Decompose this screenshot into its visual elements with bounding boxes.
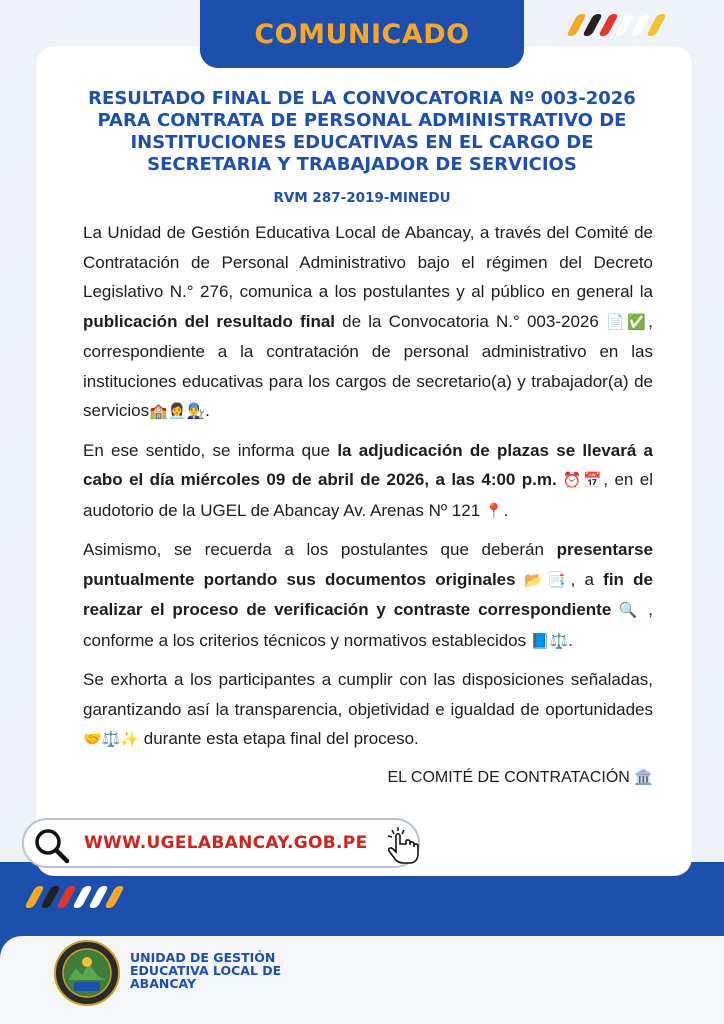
handshake-emoji: 🤝⚖️✨ (83, 731, 140, 748)
title-line: INSTITUCIONES EDUCATIVAS EN EL CARGO DE (130, 132, 594, 153)
folder-emoji: 📂📑 (515, 571, 571, 589)
header-tab (200, 0, 524, 68)
title-line: RESULTADO FINAL DE LA CONVOCATORIA Nº 003-2026 (88, 88, 636, 109)
website-url[interactable]: WWW.UGELABANCAY.GOB.PE (84, 833, 368, 853)
paragraph-2: En ese sentido, se informa que la adjudicación de plazas se llevará a cabo el día miércoles 09 de abril de 2026, a las 4:00 p.m. ⏰📅, en el audotorio de la UGEL de Abancay Av. Arenas Nº 121 📍. (83, 440, 654, 520)
website-link[interactable] (22, 818, 420, 868)
paragraph-4: Se exhorta a los participantes a cumplir con las disposiciones señaladas, garantizando así la transparencia, objetividad e igualdad de oportunidades 🤝⚖️✨ durante esta etapa final del proceso. (83, 670, 653, 748)
magnifier-emoji: 🔍 (611, 602, 641, 619)
decorative-stripes-bottom (24, 886, 125, 908)
ugel-logo (54, 940, 120, 1006)
notice-subtitle: RVM 287-2019-MINEDU (273, 190, 451, 206)
pointer-hand-icon (380, 826, 424, 866)
paragraph-1: La Unidad de Gestión Educativa Local de Abancay, a través del Comité de Contratación de Personal Administrativo bajo el régimen del Decreto Legislativo N.° 276, comunica a los postulantes y al público en general la publicación del resultado final de la Convocatoria N.° 003-2026 📄✅, correspondiente a la contratación de personal administrativo en las instituciones educativas para los cargos de secretario(a) y trabajador(a) de servicios🏫👩‍💼👨‍🔧. (83, 223, 653, 420)
clock-calendar-emoji: ⏰📅 (556, 472, 604, 489)
header-tag: COMUNICADO (254, 18, 470, 50)
institution-emoji: 🏛️ (634, 769, 653, 786)
school-staff-emoji: 🏫👩‍💼👨‍🔧 (149, 403, 206, 420)
book-scale-emoji: 📘⚖️ (530, 632, 569, 650)
search-icon (32, 826, 72, 866)
signature: EL COMITÉ DE CONTRATACIÓN 🏛️ (387, 769, 653, 786)
notice-body (83, 218, 653, 764)
decorative-stripes-top (566, 14, 667, 36)
organization-name: UNIDAD DE GESTIÓN EDUCATIVA LOCAL DE ABANCAY (130, 950, 282, 991)
document-check-emoji: 📄✅ (606, 313, 649, 331)
notice-title (46, 88, 678, 176)
title-line: SECRETARIA Y TRABAJADOR DE SERVICIOS (147, 154, 577, 175)
title-line: PARA CONTRATA DE PERSONAL ADMINISTRATIVO DE (97, 110, 627, 131)
pin-emoji: 📍 (484, 502, 504, 520)
paragraph-3: Asimismo, se recuerda a los postulantes que deberán presentarse puntualmente portando sus documentos originales 📂📑, a fin de realizar el proceso de verificación y contraste correspondiente 🔍 , conforme a los criterios técnicos y normativos establecidos 📘⚖️. (83, 540, 653, 650)
